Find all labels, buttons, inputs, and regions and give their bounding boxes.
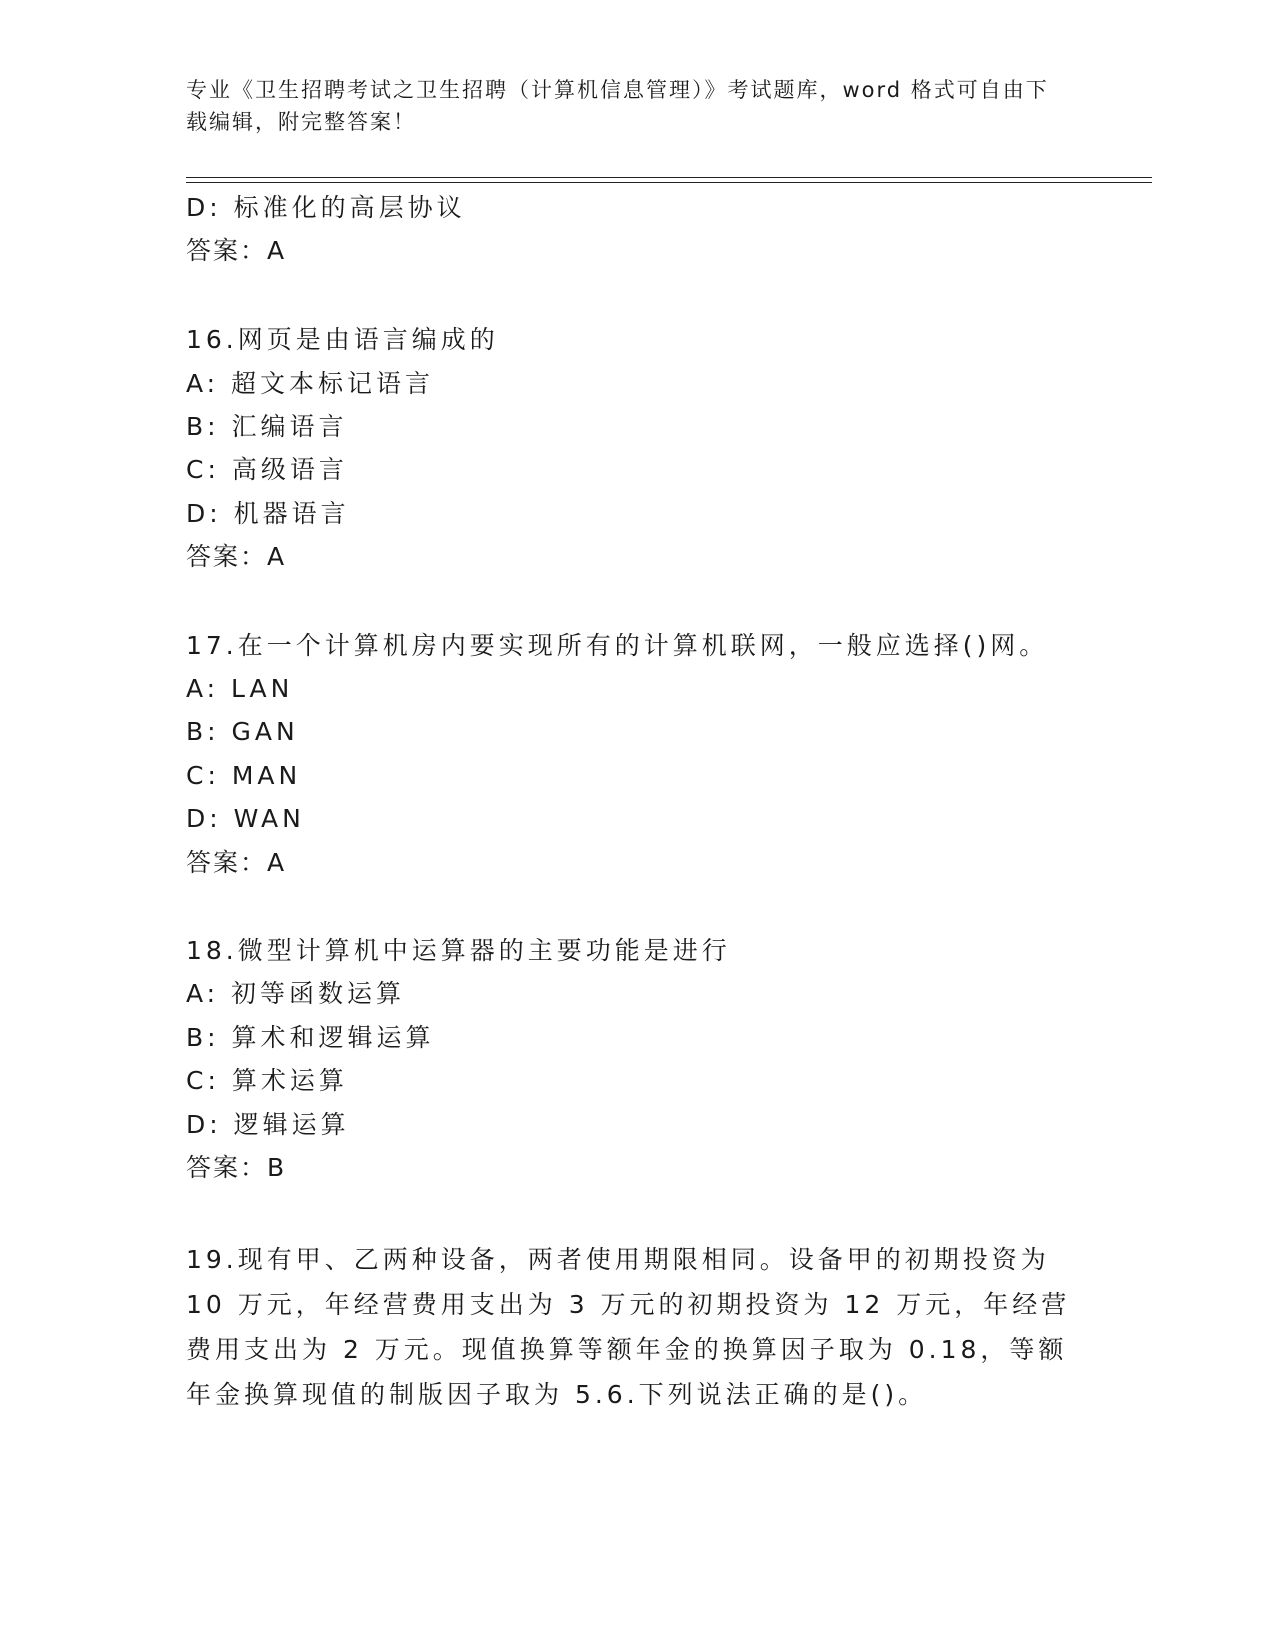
q16-answer: 答案：A (186, 542, 287, 571)
q17-option-b: B: GAN (186, 717, 299, 746)
q18-question: 18.微型计算机中运算器的主要功能是进行 (186, 936, 731, 965)
q17-question: 17.在一个计算机房内要实现所有的计算机联网，一般应选择()网。 (186, 631, 1049, 660)
q17-option-d: D: WAN (186, 804, 305, 833)
q17-option-c: C: MAN (186, 761, 302, 790)
q16-option-d: D: 机器语言 (186, 499, 350, 528)
header-divider-top (186, 177, 1152, 178)
q15-answer: 答案：A (186, 236, 287, 265)
q15-option-d: D: 标准化的高层协议 (186, 193, 466, 222)
header-divider-bottom (186, 182, 1152, 183)
q18-option-a: A: 初等函数运算 (186, 979, 406, 1008)
q18-option-b: B: 算术和逻辑运算 (186, 1023, 435, 1052)
q19-question: 19.现有甲、乙两种设备，两者使用期限相同。设备甲的初期投资为 10 万元，年经营费用支出为 3 万元的初期投资为 12 万元，年经营费用支出为 2 万元。现值换算等额年金的换算因子取为 0.18，等额年金换算现值的制版因子取为 5.6.下列说法正确的是()。 (186, 1245, 1071, 1409)
q16-option-a: A: 超文本标记语言 (186, 369, 435, 398)
q16-option-c: C: 高级语言 (186, 455, 348, 484)
q18-option-c: C: 算术运算 (186, 1066, 348, 1095)
q16-question: 16.网页是由语言编成的 (186, 325, 499, 354)
q17-answer: 答案：A (186, 848, 287, 877)
q17-option-a: A: LAN (186, 674, 294, 703)
q16-option-b: B: 汇编语言 (186, 412, 348, 441)
q18-answer: 答案：B (186, 1153, 287, 1182)
q18-option-d: D: 逻辑运算 (186, 1110, 350, 1139)
document-header: 专业《卫生招聘考试之卫生招聘（计算机信息管理）》考试题库，word 格式可自由下载编辑，附完整答案！ (186, 78, 1049, 134)
